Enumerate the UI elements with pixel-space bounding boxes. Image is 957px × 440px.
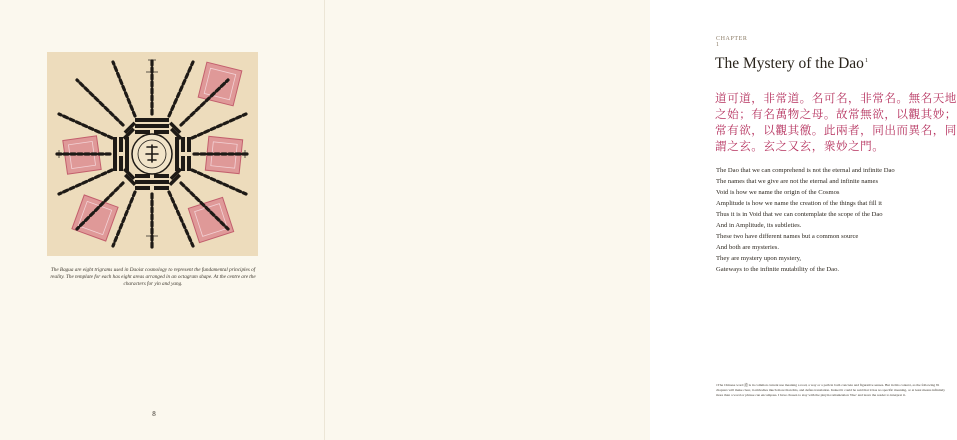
chinese-line: 常有欲，以觀其徼。此兩者，同出而異名，同 xyxy=(715,123,957,137)
chapter-label: CHAPTER 1 xyxy=(716,36,748,48)
right-page xyxy=(325,0,957,440)
english-line: Thus it is in Void that we can contemplate the scope of the Dao xyxy=(716,211,883,218)
footnote-marker: 1 xyxy=(864,57,868,64)
image-caption: The Bagua are eight trigrams used in Daoist cosmology to represent the fundamental principles of reality. The template for each has eight areas arranged in an octagram shape. At the centre are the characters for yin and yang. xyxy=(50,267,256,287)
english-line: Gateways to the infinite mutability of the Dao. xyxy=(716,266,840,273)
chinese-verse xyxy=(715,90,957,154)
chapter-title-text: The Mystery of the Dao xyxy=(715,55,864,72)
footnote: 1The Chinese word 道 is in common current use meaning a road, a way or a path in both concrete and figurative senses. But in this context, as the following 81 chapters will make clear, it embodies much more than this, and defies translation. Indeed it could be said that it has no specific meaning, or at least means infinitely more than a word or phrase can encompass. I have chosen to stay with the pinyin romanization 'Dao' and leave the reader to interpret it. xyxy=(716,383,946,397)
english-line: These two have different names but a common source xyxy=(716,233,859,240)
english-line: Void is how we name the origin of the Cosmos xyxy=(716,189,840,196)
english-line: They are mystery upon mystery, xyxy=(716,255,802,262)
page-number: 8 xyxy=(152,410,156,418)
chinese-line: 謂之玄。玄之又玄，衆妙之門。 xyxy=(715,139,885,153)
english-line: And both are mysteries. xyxy=(716,244,779,251)
chinese-line: 之始；有名萬物之母。故常無欲，以觀其妙； xyxy=(715,107,957,121)
english-line: Amplitude is how we name the creation of the things that fill it xyxy=(716,200,882,207)
bagua-talisman-image xyxy=(47,52,258,256)
english-translation xyxy=(716,165,931,275)
left-page xyxy=(0,0,325,440)
bagua-talisman-drawing xyxy=(47,52,258,256)
chinese-line: 道可道，非常道。名可名，非常名。無名天地 xyxy=(715,91,957,105)
english-line: The Dao that we can comprehend is not the eternal and infinite Dao xyxy=(716,167,895,174)
english-line: The names that we give are not the eternal and infinite names xyxy=(716,178,879,185)
chapter-title xyxy=(715,55,868,73)
english-line: And in Amplitude, its subtleties. xyxy=(716,222,802,229)
